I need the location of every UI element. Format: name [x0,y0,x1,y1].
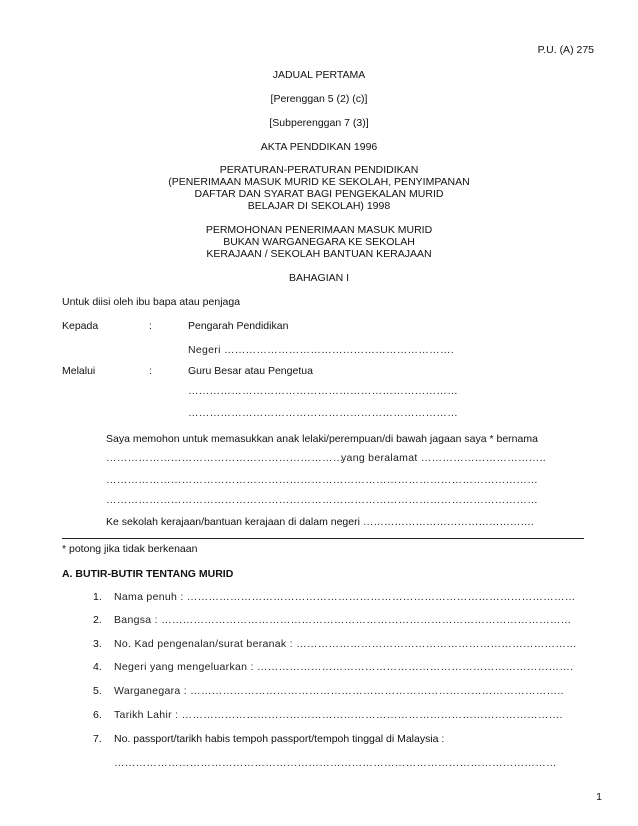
id-card-field[interactable]: No. Kad pengenalan/surat beranak : …………………………………………………………………… [114,638,577,650]
paragraph-reference: [Perenggan 5 (2) (c)] [270,93,368,105]
via-colon: : [149,365,152,377]
page-number: 1 [596,791,602,803]
birth-date-field[interactable]: Tarikh Lahir : ……………………………………………………………………………………………. [114,709,563,721]
issuing-state-field[interactable]: Negeri yang mengeluarkan : ……………………………………………………………………………. [114,661,574,673]
item-number: 3. [93,638,102,650]
part-title: BAHAGIAN I [288,272,350,284]
to-label: Kepada [62,320,99,332]
citizenship-field[interactable]: Warganegara : ………………………………………………………………………………………….. [114,685,564,697]
address-label-field[interactable]: yang beralamat …………………………….. [341,452,547,464]
via-field[interactable]: ………………………………………………………………… [188,407,458,419]
item-number: 2. [93,614,102,626]
act-title: AKTA PENDDIKAN 1996 [260,141,378,153]
footnote: * potong jika tidak berkenaan [62,543,198,555]
item-number: 7. [93,733,102,745]
item-number: 1. [93,591,102,603]
item-number: 4. [93,661,102,673]
address-field[interactable]: ………………………………………………………………………………………………………… [106,494,538,506]
application-title-line: BUKAN WARGANEGARA KE SEKOLAH [223,236,415,248]
passport-label: No. passport/tarikh habis tempoh passport/tempoh tinggal di Malaysia : [114,733,445,745]
to-value: Pengarah Pendidikan [188,320,289,332]
regulation-title-line: BELAJAR DI SEKOLAH) 1998 [247,200,391,212]
cut-line [62,538,584,539]
section-a-title: A. BUTIR-BUTIR TENTANG MURID [62,568,234,580]
to-colon: : [149,320,152,332]
application-title-line: KERAJAAN / SEKOLAH BANTUAN KERAJAAN [206,248,432,260]
via-label: Melalui [62,365,96,377]
item-number: 5. [93,685,102,697]
race-field[interactable]: Bangsa : …………………………………………………………………………………………………… [114,614,572,626]
passport-field[interactable]: …………………………………………………………………………………………………………… [114,757,557,769]
gazette-reference: P.U. (A) 275 [537,44,594,56]
schedule-title: JADUAL PERTAMA [272,69,366,81]
school-field[interactable]: Ke sekolah kerajaan/bantuan kerajaan di dalam negeri …………………………………………. [106,516,534,528]
item-number: 6. [93,709,102,721]
address-field[interactable]: ………………………………………………………………………………………………………… [106,474,538,486]
regulation-title-line: (PENERIMAAN MASUK MURID KE SEKOLAH, PENYIMPANAN [168,176,470,188]
regulation-title-line: DAFTAR DAN SYARAT BAGI PENGEKALAN MURID [194,188,444,200]
application-title-line: PERMOHONAN PENERIMAAN MASUK MURID [205,224,433,236]
subparagraph-reference: [Subperenggan 7 (3)] [269,117,369,129]
regulation-title-line: PERATURAN-PERATURAN PENDIDIKAN [219,164,419,176]
application-statement: Saya memohon untuk memasukkan anak lelaki/perempuan/di bawah jagaan saya * bernama [106,433,538,445]
via-value: Guru Besar atau Pengetua [188,365,313,377]
via-field[interactable]: ………………………………………………………………… [188,385,458,397]
full-name-field[interactable]: Nama penuh : ……………………………………………………………………………………………… [114,591,576,603]
form-intro: Untuk diisi oleh ibu bapa atau penjaga [62,296,241,308]
child-name-field[interactable]: ………………………………………………………… [106,452,344,464]
state-field[interactable]: Negeri ………………………………………………………. [188,344,454,356]
